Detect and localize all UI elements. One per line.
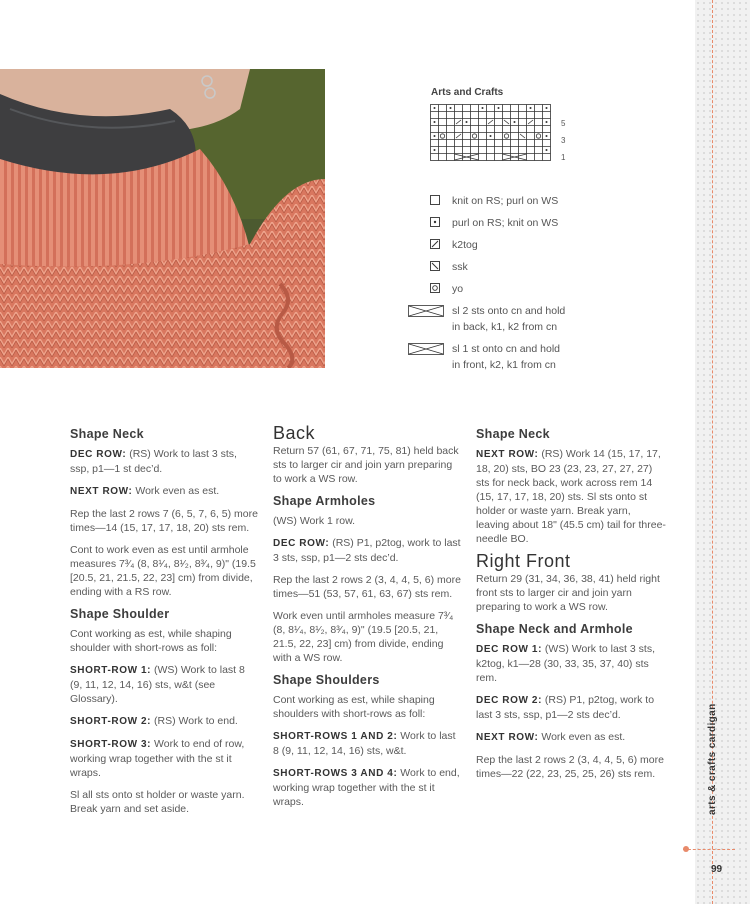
paragraph: NEXT ROW: Work even as est. — [476, 731, 626, 743]
legend-text: in back, k1, k2 from cn — [452, 321, 558, 333]
chart-row-number: 1 — [561, 153, 566, 162]
paragraph: Cont working as est, while shaping shoulder with short-rows as foll: — [70, 628, 232, 654]
paragraph: SHORT-ROWS 1 AND 2: Work to last 8 (9, 11, 12, 14, 16) sts, w&t. — [273, 730, 456, 757]
paragraph: NEXT ROW: Work even as est. — [70, 485, 220, 497]
sweater-photo — [0, 69, 325, 368]
legend-text: knit on RS; purl on WS — [452, 195, 559, 207]
running-head: arts & crafts cardigan — [707, 703, 718, 815]
section-heading: Shape Neck — [476, 427, 550, 441]
paragraph: DEC ROW 2: (RS) P1, p2tog, work to last 3 sts, ssp, p1—2 sts dec’d. — [476, 694, 655, 721]
paragraph: Sl all sts onto st holder or waste yarn. Break yarn and set aside. — [70, 789, 245, 815]
paragraph: Work even until armholes measure 7³⁄₄ (8, 8¹⁄₄, 8¹⁄₂, 8³⁄₄, 9)" (19.5 [20.5, 21, 21.5, 22, 23] cm) from divide, ending with a WS row. — [273, 610, 454, 664]
section-title: Right Front — [476, 551, 571, 571]
page-number: 99 — [711, 864, 723, 875]
ssk-icon — [430, 261, 440, 271]
legend-text: in front, k2, k1 from cn — [452, 359, 556, 371]
paragraph: Cont working as est, while shaping shoulders with short-rows as foll: — [273, 694, 435, 720]
paragraph: (WS) Work 1 row. — [273, 515, 356, 527]
paragraph: DEC ROW: (RS) P1, p2tog, work to last 3 sts, ssp, p1—2 sts dec’d. — [273, 537, 461, 564]
paragraph: SHORT-ROW 2: (RS) Work to end. — [70, 715, 238, 727]
section-heading: Shape Armholes — [273, 494, 376, 508]
paragraph: DEC ROW: (RS) Work to last 3 sts, ssp, p1—1 st dec’d. — [70, 448, 237, 475]
paragraph: Rep the last 2 rows 2 (3, 4, 4, 5, 6) more times—22 (22, 23, 25, 25, 26) sts rem. — [476, 754, 664, 780]
dashed-divider-horizontal — [683, 849, 735, 850]
paragraph: SHORT-ROW 3: Work to end of row, working wrap together with the st it wraps. — [70, 738, 245, 779]
legend-text: sl 1 st onto cn and hold — [452, 343, 560, 355]
dot-square-icon — [430, 217, 440, 227]
section-title: Back — [273, 423, 316, 443]
yo-icon — [430, 283, 440, 293]
paragraph: Cont to work even as est until armhole measures 7³⁄₄ (8, 8¹⁄₄, 8¹⁄₂, 8³⁄₄, 9)" (19.5 [20.5, 21, 21.5, 22, 23] cm) from divide, ending with a RS row. — [70, 544, 256, 598]
text-column-1 — [70, 427, 258, 824]
paragraph: NEXT ROW: (RS) Work 14 (15, 17, 17, 18, 20) sts, BO 23 (23, 23, 27, 27, 27) sts for neck back, work across rem 14 (15, 17, 17, 18, 20) sts. Sl sts onto st holder or waste yarn. Break yarn, leaving about 18" (45.5 cm) tail for three-needle BO. — [476, 448, 666, 545]
paragraph: Return 29 (31, 34, 36, 38, 41) held right front sts to larger cir and join yarn preparing to work a WS row. — [476, 573, 660, 613]
paragraph: SHORT-ROW 1: (WS) Work to last 8 (9, 11, 12, 14, 16) sts, w&t (see Glossary). — [70, 664, 245, 705]
chart-row-number: 5 — [561, 119, 566, 128]
page-edge-band — [695, 0, 750, 904]
section-heading: Shape Shoulder — [70, 607, 170, 621]
section-heading: Shape Neck and Armhole — [476, 622, 633, 636]
k2tog-icon — [430, 239, 440, 249]
cable-back-icon — [408, 305, 444, 317]
section-heading: Shape Neck — [70, 427, 144, 441]
paragraph: Return 57 (61, 67, 71, 75, 81) held back sts to larger cir and join yarn preparing to work a WS row. — [273, 445, 459, 485]
text-column-3 — [476, 427, 666, 789]
legend-text: purl on RS; knit on WS — [452, 217, 559, 229]
cable-front-icon — [408, 343, 444, 355]
paragraph: Rep the last 2 rows 2 (3, 4, 4, 5, 6) more times—51 (53, 57, 61, 63, 67) sts rem. — [273, 574, 461, 600]
legend-text: yo — [452, 283, 464, 295]
legend-text: sl 2 sts onto cn and hold — [452, 305, 566, 317]
divider-dot — [683, 846, 689, 852]
paragraph: Rep the last 2 rows 7 (6, 5, 7, 6, 5) more times—14 (15, 17, 17, 18, 20) sts rem. — [70, 508, 258, 534]
text-column-2 — [273, 423, 461, 817]
chart-row-number: 3 — [561, 136, 566, 145]
chart-title: Arts and Crafts — [431, 87, 504, 98]
legend-text: ssk — [452, 261, 468, 273]
blank-square-icon — [430, 195, 440, 205]
legend-text: k2tog — [452, 239, 478, 251]
paragraph: SHORT-ROWS 3 AND 4: Work to end, working wrap together with the st it wraps. — [273, 767, 460, 808]
stitch-chart — [430, 104, 580, 166]
section-heading: Shape Shoulders — [273, 673, 380, 687]
paragraph: DEC ROW 1: (WS) Work to last 3 sts, k2tog, k1—28 (30, 33, 35, 37, 40) sts rem. — [476, 643, 655, 684]
